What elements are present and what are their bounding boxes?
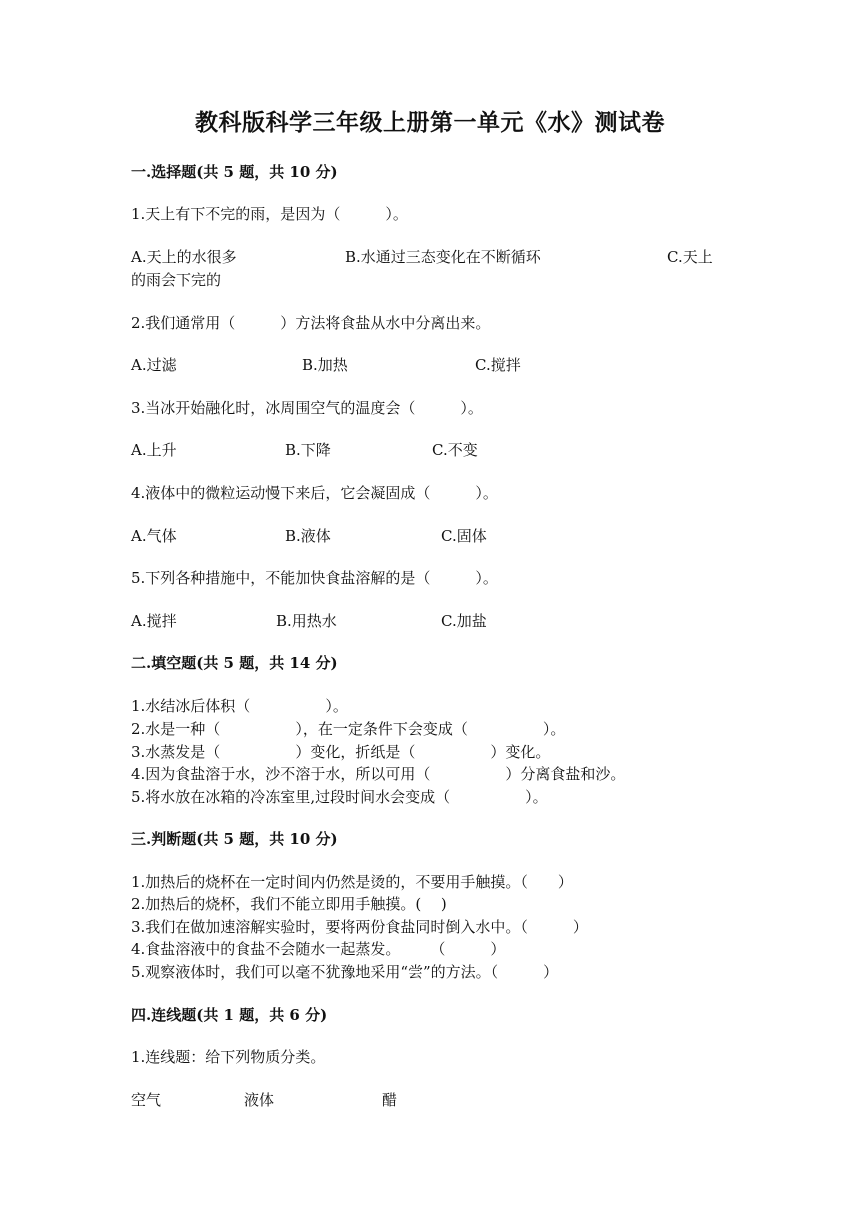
option-c: C.固体 (441, 527, 487, 545)
fill-question: 4.因为食盐溶于水，沙不溶于水，所以可用（ ）分离食盐和沙。 (131, 765, 626, 783)
option-c: C.加盐 (441, 612, 487, 630)
judge-question: 1.加热后的烧杯在一定时间内仍然是烫的，不要用手触摸。（ ） (131, 873, 573, 891)
page-title: 教科版科学三年级上册第一单元《水》测试卷 (195, 109, 665, 136)
option-c: C.搅拌 (475, 356, 521, 374)
option-a: A.搅拌 (131, 612, 177, 630)
judge-question: 2.加热后的烧杯，我们不能立即用手触摸。( ) (131, 895, 447, 913)
option-a: A.上升 (131, 441, 177, 459)
question-text: 4.液体中的微粒运动慢下来后，它会凝固成（ ）。 (131, 484, 498, 502)
section-heading-judge: 三.判断题(共 5 题，共 10 分) (131, 830, 338, 848)
question-text: 3.当冰开始融化时，冰周围空气的温度会（ ）。 (131, 399, 483, 417)
fill-question: 1.水结冰后体积（ ）。 (131, 697, 348, 715)
fill-question: 2.水是一种（ ），在一定条件下会变成（ ）。 (131, 720, 566, 738)
option-c-wrap: 的雨会下完的 (131, 271, 222, 289)
section-heading-match: 四.连线题(共 1 题，共 6 分) (131, 1006, 328, 1024)
option-b: B.液体 (285, 527, 331, 545)
option-c: C.天上 (667, 248, 713, 266)
option-a: A.天上的水很多 (131, 248, 237, 266)
option-a: A.过滤 (131, 356, 177, 374)
option-b: B.用热水 (276, 612, 337, 630)
fill-question: 3.水蒸发是（ ）变化，折纸是（ ）变化。 (131, 743, 551, 761)
fill-question: 5.将水放在冰箱的冷冻室里,过段时间水会变成（ ）。 (131, 788, 548, 806)
option-b: B.下降 (285, 441, 331, 459)
judge-question: 4.食盐溶液中的食盐不会随水一起蒸发。 （ ） (131, 940, 506, 958)
section-heading-choice: 一.选择题(共 5 题，共 10 分) (131, 163, 338, 181)
match-item: 醋 (382, 1091, 398, 1109)
match-question: 1.连线题：给下列物质分类。 (131, 1048, 326, 1066)
match-item: 液体 (244, 1091, 275, 1109)
option-b: B.加热 (302, 356, 348, 374)
question-text: 5.下列各种措施中，不能加快食盐溶解的是（ ）。 (131, 569, 498, 587)
judge-question: 5.观察液体时，我们可以毫不犹豫地采用“尝”的方法。（ ） (131, 963, 559, 981)
question-text: 1.天上有下不完的雨，是因为（ ）。 (131, 205, 408, 223)
option-b: B.水通过三态变化在不断循环 (345, 248, 541, 266)
match-item: 空气 (131, 1091, 162, 1109)
section-heading-fill: 二.填空题(共 5 题，共 14 分) (131, 654, 338, 672)
option-a: A.气体 (131, 527, 177, 545)
judge-question: 3.我们在做加速溶解实验时，要将两份食盐同时倒入水中。（ ） (131, 918, 588, 936)
question-text: 2.我们通常用（ ）方法将食盐从水中分离出来。 (131, 314, 491, 332)
option-c: C.不变 (432, 441, 478, 459)
